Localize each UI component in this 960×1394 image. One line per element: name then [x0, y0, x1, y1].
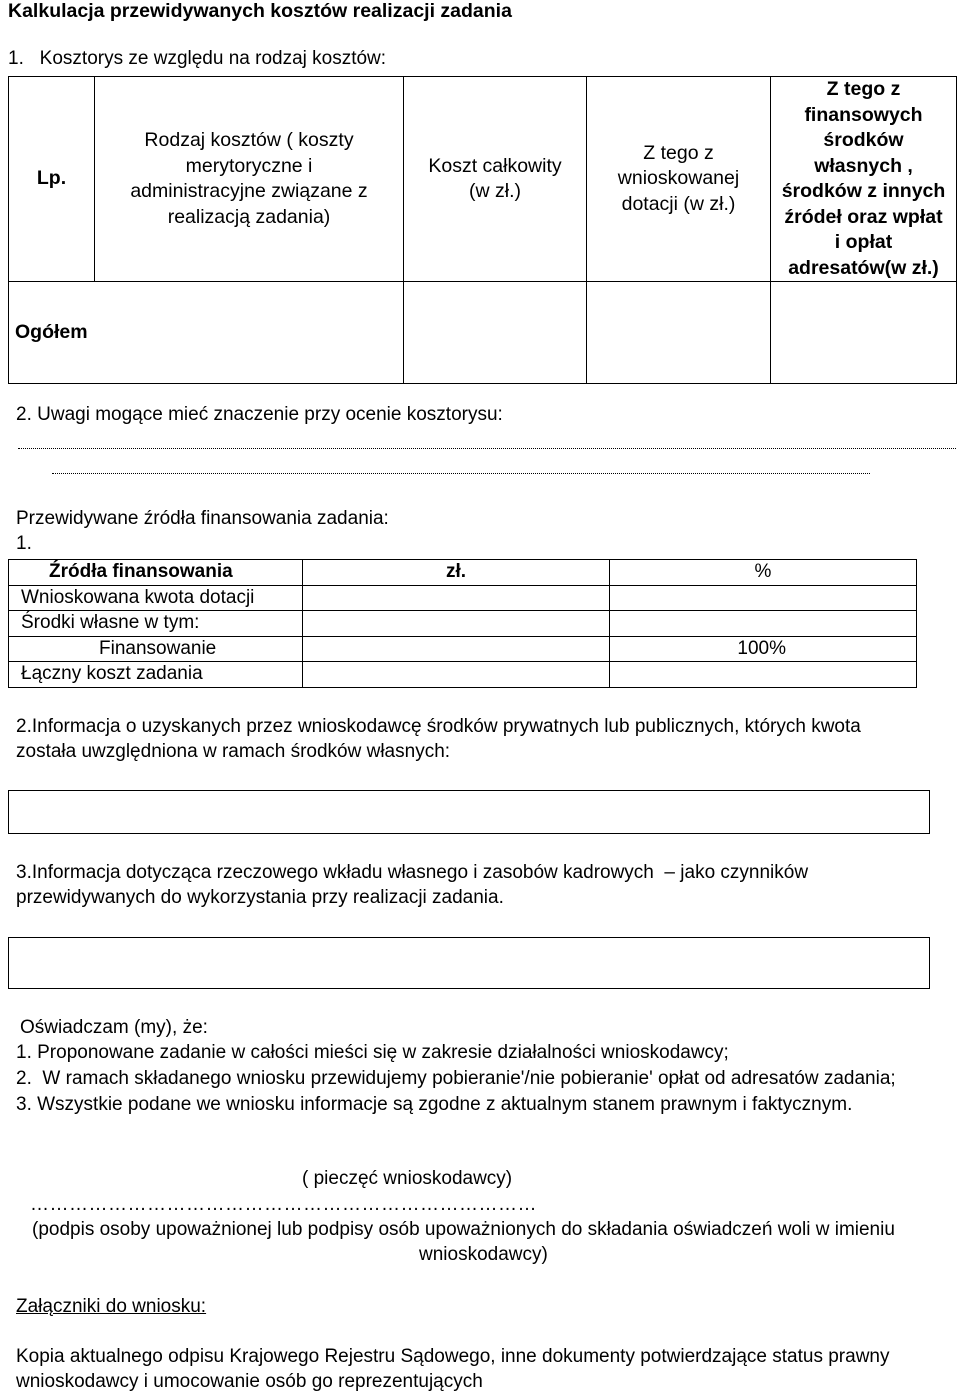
- attachments-line2: wnioskodawcy i umocowanie osób go reprezentujących: [16, 1371, 483, 1392]
- grant-header: [587, 141, 770, 218]
- sources-header-pln: zł.: [303, 560, 610, 586]
- info3-line2: przewidywanych do wykorzystania przy realizacji zadania.: [16, 887, 504, 908]
- cost-type-header-line: realizacją zadania): [167, 205, 331, 228]
- grant-header-line: dotacji (w zł.): [621, 192, 736, 215]
- sources-table: [8, 559, 917, 688]
- total-row-label-cell: [9, 282, 404, 384]
- total-cost-header-cell: [404, 77, 587, 282]
- declaration-heading: Oświadczam (my), że:: [20, 1017, 208, 1038]
- sources-row-pct-cell[interactable]: 100%: [610, 636, 917, 662]
- remarks-dotted-line[interactable]: [52, 473, 870, 474]
- info3-input-box[interactable]: [8, 937, 930, 989]
- attachments-heading: [16, 1296, 206, 1318]
- cost-type-header-cell: [95, 77, 404, 282]
- total-row-label: Ogółem: [15, 320, 88, 343]
- grant-header-line: Z tego z: [643, 141, 714, 164]
- sources-row-pln-cell[interactable]: [303, 611, 610, 637]
- signature-caption-line1: (podpis osoby upoważnionej lub podpisy osób upoważnionych do składania oświadczeń woli w imieniu: [32, 1219, 895, 1240]
- sources-row-label: Środki własne w tym:: [9, 611, 303, 637]
- cost-type-header: [95, 128, 403, 230]
- lp-header: Lp.: [36, 167, 67, 190]
- sources-header-source: Źródła finansowania: [9, 560, 303, 586]
- total-cost-header-line: Koszt całkowity: [428, 154, 562, 177]
- sources-row-pln-cell[interactable]: [303, 662, 610, 688]
- sources-row-pct-cell[interactable]: [610, 662, 917, 688]
- lp-header-cell: [9, 77, 95, 282]
- cost-table: [8, 76, 957, 384]
- remarks-dotted-line[interactable]: [18, 448, 956, 449]
- own-funds-header-cell: [771, 77, 957, 282]
- sources-row-label: Wnioskowana kwota dotacji: [9, 585, 303, 611]
- stamp-label: ( pieczęć wnioskodawcy): [302, 1168, 513, 1189]
- info2-line2: została uwzględniona w ramach środków własnych:: [16, 741, 451, 762]
- info3-line1: 3.Informacja dotycząca rzeczowego wkładu własnego i zasobów kadrowych – jako czynników: [16, 862, 809, 883]
- sources-header-pct: %: [610, 560, 917, 586]
- own-funds-input-cell[interactable]: [771, 282, 957, 384]
- grant-input-cell[interactable]: [587, 282, 771, 384]
- attachments-line1: Kopia aktualnego odpisu Krajowego Rejestru Sądowego, inne dokumenty potwierdzające status prawny: [16, 1346, 890, 1367]
- sources-row-label: Finansowanie: [9, 636, 303, 662]
- cost-type-header-line: merytoryczne i: [185, 154, 313, 177]
- own-funds-header-line: i opłat: [834, 231, 893, 253]
- info2-input-box[interactable]: [8, 790, 930, 834]
- sources-heading: Przewidywane źródła finansowania zadania:: [16, 508, 389, 529]
- sources-item-number: 1.: [16, 533, 32, 554]
- declaration-item: 3. Wszystkie podane we wniosku informacje są zgodne z aktualnym stanem prawnym i faktycznym.: [16, 1094, 853, 1115]
- remarks-heading: 2. Uwagi mogące mieć znaczenie przy ocenie kosztorysu:: [16, 404, 503, 425]
- sources-row-pln-cell[interactable]: [303, 636, 610, 662]
- declaration-item: 2. W ramach składanego wniosku przewidujemy pobieranie'/nie pobieranie' opłat od adresatów zadania;: [16, 1068, 896, 1089]
- sources-row-pln-cell[interactable]: [303, 585, 610, 611]
- sources-row-pct-cell[interactable]: [610, 611, 917, 637]
- total-cost-header-line: (w zł.): [469, 180, 521, 202]
- own-funds-header-line: finansowych: [804, 103, 923, 126]
- grant-header-line: wnioskowanej: [617, 167, 740, 190]
- total-cost-input-cell[interactable]: [404, 282, 587, 384]
- sources-row-label: Łączny koszt zadania: [9, 662, 303, 688]
- signature-caption-line2: wnioskodawcy): [419, 1244, 548, 1265]
- attachments-heading-text: Załączniki do wniosku:: [16, 1296, 207, 1317]
- info2-line1: 2.Informacja o uzyskanych przez wnioskodawcę środków prywatnych lub publicznych, których kwota: [16, 716, 861, 737]
- signature-dotted-line[interactable]: ……………………………………………………………………: [30, 1194, 537, 1215]
- own-funds-header: [771, 77, 956, 281]
- own-funds-header-line: adresatów(w zł.): [788, 256, 939, 279]
- section1-heading: 1. Kosztorys ze względu na rodzaj kosztów:: [8, 48, 387, 69]
- own-funds-header-line: środków: [823, 129, 904, 151]
- own-funds-header-line: własnych ,: [814, 154, 913, 177]
- cost-type-header-line: Rodzaj kosztów ( koszty: [144, 129, 354, 151]
- own-funds-header-line: źródeł oraz wpłat: [784, 205, 943, 228]
- grant-header-cell: [587, 77, 771, 282]
- declaration-item: 1. Proponowane zadanie w całości mieści się w zakresie działalności wnioskodawcy;: [16, 1042, 729, 1063]
- own-funds-header-line: Z tego z: [826, 78, 901, 100]
- sources-row-pct-cell[interactable]: [610, 585, 917, 611]
- cost-type-header-line: administracyjne związane z: [130, 180, 368, 202]
- total-cost-header: [404, 154, 586, 205]
- own-funds-header-line: środków z innych: [781, 180, 946, 202]
- page-title: Kalkulacja przewidywanych kosztów realizacji zadania: [8, 0, 512, 22]
